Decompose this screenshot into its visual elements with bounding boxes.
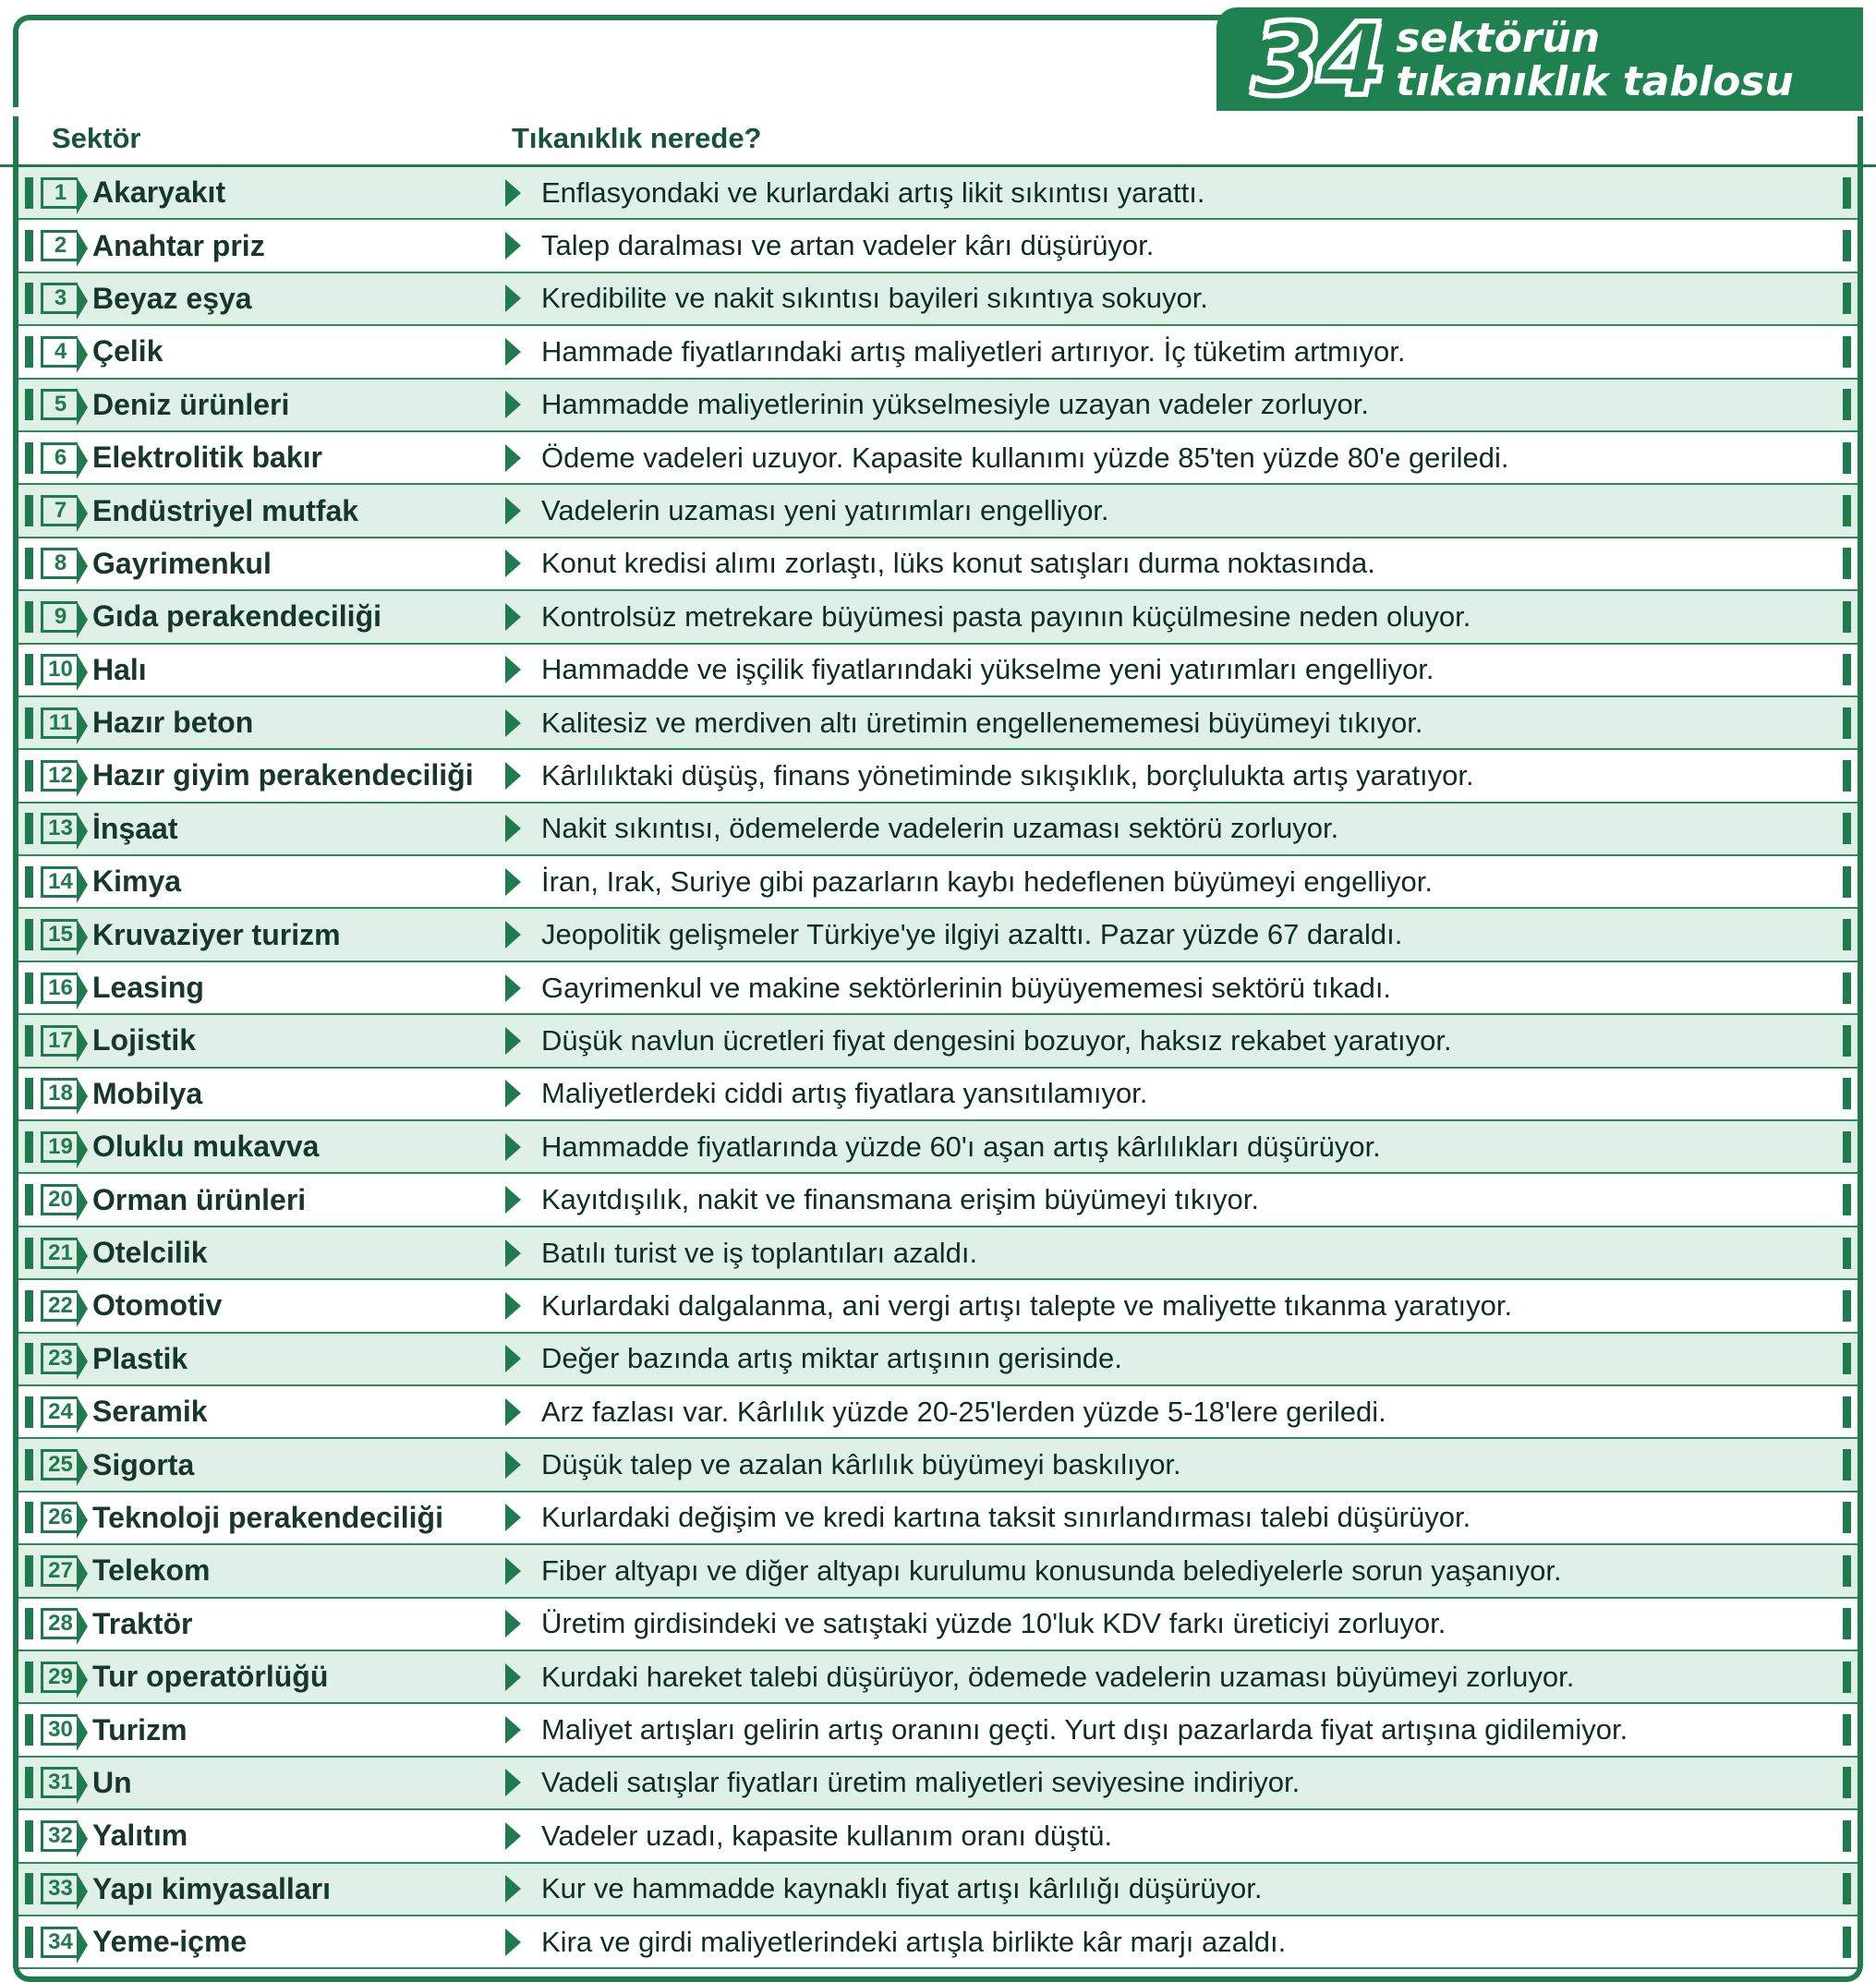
- column-header-sector: Sektör: [52, 122, 141, 154]
- table-row: [18, 1280, 1858, 1331]
- row-left-cap: [18, 856, 39, 907]
- table-row: [18, 167, 1858, 218]
- row-number: 33: [48, 1876, 73, 1902]
- row-left-cap: [18, 326, 39, 377]
- row-right-cap: [1835, 909, 1858, 960]
- row-number-badge: [39, 1439, 79, 1490]
- table-row: [18, 380, 1858, 430]
- row-right-cap: [1835, 1174, 1858, 1225]
- arrow-icon: [497, 1280, 528, 1331]
- sector-description: Hammadde maliyetlerinin yükselmesiyle uzayan vadeler zorluyor.: [541, 388, 1369, 421]
- table-row: [18, 962, 1858, 1013]
- row-left-cap: [18, 697, 39, 748]
- arrow-icon: [497, 1599, 528, 1650]
- column-header-where: Tıkanıklık nerede?: [512, 122, 762, 154]
- row-left-cap: [18, 1758, 39, 1808]
- sector-name: Endüstriyel mutfak: [92, 493, 359, 527]
- sector-name: Leasing: [92, 971, 204, 1005]
- column-headers: [13, 116, 1863, 164]
- table-row: [18, 1758, 1858, 1808]
- row-left-cap: [18, 273, 39, 324]
- row-number: 10: [48, 657, 73, 683]
- row-number-badge: [39, 750, 79, 801]
- row-left-cap: [18, 220, 39, 271]
- row-left-cap: [18, 1651, 39, 1702]
- row-number: 3: [54, 285, 67, 311]
- row-number: 31: [48, 1770, 73, 1795]
- sector-name: Kimya: [92, 864, 182, 899]
- row-number: 34: [48, 1928, 73, 1954]
- arrow-icon: [497, 1227, 528, 1278]
- row-number: 11: [48, 709, 73, 735]
- row-left-cap: [18, 167, 39, 218]
- row-left-cap: [18, 1227, 39, 1278]
- row-number-badge: [39, 220, 79, 271]
- sector-description: Kurlardaki dalgalanma, ani vergi artışı talepte ve maliyette tıkanma yaratıyor.: [541, 1288, 1513, 1322]
- row-number: 19: [48, 1133, 73, 1159]
- row-left-cap: [18, 1386, 39, 1437]
- sector-description: Değer bazında artış miktar artışının gerisinde.: [541, 1342, 1122, 1375]
- table-row: [18, 1174, 1858, 1225]
- sector-name: Otomotiv: [92, 1288, 223, 1323]
- row-number-badge: [39, 326, 79, 377]
- header-title-tab: [1216, 7, 1863, 111]
- sector-name: Çelik: [92, 334, 163, 369]
- infographic-page: [0, 7, 1876, 1959]
- row-number-badge: [39, 856, 79, 907]
- table-row: [18, 750, 1858, 801]
- arrow-icon: [497, 1069, 528, 1119]
- row-number-badge: [39, 1493, 79, 1543]
- table-row: [18, 538, 1858, 589]
- table-row: [18, 485, 1858, 536]
- arrow-icon: [497, 1864, 528, 1915]
- sector-description: Jeopolitik gelişmeler Türkiye'ye ilgiyi azalttı. Pazar yüzde 67 daraldı.: [541, 918, 1403, 951]
- header-title: [1396, 14, 1794, 105]
- row-right-cap: [1835, 962, 1858, 1013]
- arrow-icon: [497, 485, 528, 536]
- row-left-cap: [18, 1121, 39, 1172]
- row-number: 5: [54, 392, 67, 417]
- arrow-icon: [497, 856, 528, 907]
- sector-name: Kruvaziyer turizm: [92, 917, 341, 951]
- row-number-badge: [39, 1227, 79, 1278]
- row-right-cap: [1835, 1280, 1858, 1331]
- row-left-cap: [18, 645, 39, 695]
- row-right-cap: [1835, 1069, 1858, 1119]
- row-number-badge: [39, 645, 79, 695]
- sector-name: Halı: [92, 652, 147, 686]
- arrow-icon: [497, 591, 528, 642]
- row-number-badge: [39, 1121, 79, 1172]
- arrow-icon: [497, 804, 528, 854]
- row-left-cap: [18, 485, 39, 536]
- sector-name: Orman ürünleri: [92, 1182, 307, 1216]
- row-left-cap: [18, 591, 39, 642]
- arrow-icon: [497, 1334, 528, 1384]
- header: [13, 7, 1863, 116]
- arrow-icon: [497, 380, 528, 430]
- table-row: [18, 1439, 1858, 1490]
- row-right-cap: [1835, 1386, 1858, 1437]
- table-row: [18, 220, 1858, 271]
- row-number-badge: [39, 1015, 79, 1066]
- row-right-cap: [1835, 1916, 1858, 1967]
- row-right-cap: [1835, 220, 1858, 271]
- arrow-icon: [497, 167, 528, 218]
- sector-description: Kredibilite ve nakit sıkıntısı bayileri sıkıntıya sokuyor.: [541, 282, 1208, 315]
- arrow-icon: [497, 697, 528, 748]
- arrow-icon: [497, 220, 528, 271]
- row-number-badge: [39, 538, 79, 589]
- table-row: [18, 1069, 1858, 1119]
- row-left-cap: [18, 1916, 39, 1967]
- row-number-badge: [39, 804, 79, 854]
- sector-name: Hazır giyim perakendeciliği: [92, 758, 474, 792]
- row-number-badge: [39, 1334, 79, 1384]
- sector-name: Mobilya: [92, 1076, 203, 1110]
- sector-name: Sigorta: [92, 1447, 195, 1481]
- table-row: [18, 856, 1858, 907]
- row-number: 4: [54, 338, 67, 364]
- row-left-cap: [18, 1599, 39, 1650]
- sector-name: Beyaz eşya: [92, 281, 252, 315]
- sector-name: Oluklu mukavva: [92, 1130, 320, 1164]
- row-number-badge: [39, 1386, 79, 1437]
- row-left-cap: [18, 1545, 39, 1596]
- sector-description: Üretim girdisindeki ve satıştaki yüzde 10'luk KDV farkı üreticiyi zorluyor.: [541, 1607, 1446, 1640]
- table-row: [18, 591, 1858, 642]
- row-number: 22: [48, 1292, 73, 1318]
- sector-name: Yalıtım: [92, 1819, 188, 1853]
- row-number: 9: [54, 603, 67, 629]
- row-number-badge: [39, 1651, 79, 1702]
- row-divider: [18, 1967, 1858, 1969]
- table-row: [18, 326, 1858, 377]
- sector-description: Kalitesiz ve merdiven altı üretimin engellenememesi büyümeyi tıkıyor.: [541, 706, 1423, 739]
- row-left-cap: [18, 1334, 39, 1384]
- sector-description: Vadeler uzadı, kapasite kullanım oranı düştü.: [541, 1819, 1113, 1852]
- arrow-icon: [497, 1121, 528, 1172]
- table-row: [18, 1493, 1858, 1543]
- row-left-cap: [18, 1810, 39, 1861]
- sector-description: Kur ve hammadde kaynaklı fiyat artışı kârlılığı düşürüyor.: [541, 1872, 1263, 1905]
- sector-description: Nakit sıkıntısı, ödemelerde vadelerin uzaması sektörü zorluyor.: [541, 812, 1339, 845]
- arrow-icon: [497, 1015, 528, 1066]
- row-left-cap: [18, 1704, 39, 1755]
- row-number-badge: [39, 1545, 79, 1596]
- row-number-badge: [39, 1280, 79, 1331]
- row-left-cap: [18, 1864, 39, 1915]
- row-number-badge: [39, 909, 79, 960]
- row-right-cap: [1835, 1599, 1858, 1650]
- row-number: 8: [54, 550, 67, 576]
- row-number-badge: [39, 1864, 79, 1915]
- header-title-line2: tıkanıklık tablosu: [1396, 58, 1794, 105]
- row-left-cap: [18, 1493, 39, 1543]
- row-number-badge: [39, 1174, 79, 1225]
- row-right-cap: [1835, 1545, 1858, 1596]
- row-right-cap: [1835, 856, 1858, 907]
- table-row: [18, 1545, 1858, 1596]
- row-number: 24: [48, 1398, 73, 1424]
- row-left-cap: [18, 1015, 39, 1066]
- row-left-cap: [18, 804, 39, 854]
- sector-description: Düşük talep ve azalan kârlılık büyümeyi baskılıyor.: [541, 1448, 1181, 1481]
- sector-count: 34: [1252, 7, 1384, 111]
- sector-name: Traktör: [92, 1606, 193, 1640]
- arrow-icon: [497, 273, 528, 324]
- row-number: 2: [54, 233, 67, 259]
- sector-description: Hammadde fiyatlarında yüzde 60'ı aşan artış kârlılıkları düşürüyor.: [541, 1130, 1381, 1163]
- row-number: 13: [48, 816, 73, 841]
- sector-description: Gayrimenkul ve makine sektörlerinin büyüyememesi sektörü tıkadı.: [541, 971, 1392, 1004]
- row-number: 16: [48, 974, 73, 1000]
- row-number: 23: [48, 1346, 73, 1372]
- row-number: 15: [48, 922, 73, 948]
- row-number: 1: [54, 179, 67, 205]
- row-number-badge: [39, 1916, 79, 1967]
- sector-name: Gıda perakendeciliği: [92, 599, 381, 634]
- arrow-icon: [497, 1174, 528, 1225]
- sector-name: Turizm: [92, 1712, 188, 1746]
- table-row: [18, 645, 1858, 695]
- sector-name: Elektrolitik bakır: [92, 441, 322, 475]
- row-left-cap: [18, 750, 39, 801]
- sector-name: Teknoloji perakendeciliği: [92, 1500, 443, 1534]
- row-right-cap: [1835, 380, 1858, 430]
- table-row: [18, 1864, 1858, 1915]
- row-right-cap: [1835, 591, 1858, 642]
- row-number: 32: [48, 1822, 73, 1848]
- sector-description: Maliyet artışları gelirin artış oranını geçti. Yurt dışı pazarlarda fiyat artışına gidilemiyor.: [541, 1713, 1628, 1746]
- sector-name: Deniz ürünleri: [92, 387, 290, 421]
- arrow-icon: [497, 909, 528, 960]
- sector-name: Seramik: [92, 1395, 208, 1429]
- row-right-cap: [1835, 1651, 1858, 1702]
- row-right-cap: [1835, 1810, 1858, 1861]
- row-right-cap: [1835, 1015, 1858, 1066]
- row-number: 12: [48, 762, 73, 788]
- row-number: 6: [54, 444, 67, 470]
- row-left-cap: [18, 909, 39, 960]
- row-number-badge: [39, 591, 79, 642]
- row-number: 17: [48, 1027, 73, 1053]
- table-row: [18, 1015, 1858, 1066]
- arrow-icon: [497, 1916, 528, 1967]
- sector-name: Yapı kimyasalları: [92, 1871, 331, 1905]
- sector-description: Hammadde ve işçilik fiyatlarındaki yükselme yeni yatırımları engelliyor.: [541, 653, 1434, 686]
- arrow-icon: [497, 645, 528, 695]
- sector-description: Hammade fiyatlarındaki artış maliyetleri artırıyor. İç tüketim artmıyor.: [541, 334, 1406, 368]
- row-number: 26: [48, 1505, 73, 1530]
- sector-name: Hazır beton: [92, 706, 254, 740]
- sector-name: İnşaat: [92, 811, 178, 845]
- arrow-icon: [497, 1545, 528, 1596]
- sector-description: Vadeli satışlar fiyatları üretim maliyetleri seviyesine indiriyor.: [541, 1766, 1301, 1799]
- row-left-cap: [18, 1174, 39, 1225]
- row-left-cap: [18, 432, 39, 483]
- row-right-cap: [1835, 1704, 1858, 1755]
- sector-description: Kârlılıktaki düşüş, finans yönetiminde sıkışıklık, borçlulukta artış yaratıyor.: [541, 758, 1474, 792]
- sector-name: Akaryakıt: [92, 175, 226, 210]
- arrow-icon: [497, 1810, 528, 1861]
- sector-description: Enflasyondaki ve kurlardaki artış likit sıkıntısı yarattı.: [541, 175, 1205, 209]
- table-row: [18, 1599, 1858, 1650]
- table-row: [18, 1916, 1858, 1967]
- row-right-cap: [1835, 645, 1858, 695]
- row-left-cap: [18, 962, 39, 1013]
- arrow-icon: [497, 750, 528, 801]
- sector-name: Un: [92, 1765, 132, 1799]
- sector-name: Otelcilik: [92, 1236, 208, 1269]
- row-right-cap: [1835, 485, 1858, 536]
- row-left-cap: [18, 1280, 39, 1331]
- row-right-cap: [1835, 1758, 1858, 1808]
- row-right-cap: [1835, 167, 1858, 218]
- row-right-cap: [1835, 432, 1858, 483]
- sector-description: Batılı turist ve iş toplantıları azaldı.: [541, 1236, 978, 1269]
- table-row: [18, 1651, 1858, 1702]
- table-row: [18, 1227, 1858, 1278]
- row-number-badge: [39, 1758, 79, 1808]
- row-number: 14: [48, 868, 73, 894]
- arrow-icon: [497, 538, 528, 589]
- row-number: 25: [48, 1452, 73, 1478]
- sector-description: İran, Irak, Suriye gibi pazarların kaybı hedeflenen büyümeyi engelliyor.: [541, 864, 1433, 898]
- sector-name: Telekom: [92, 1553, 211, 1588]
- row-number-badge: [39, 485, 79, 536]
- sector-name: Tur operatörlüğü: [92, 1660, 329, 1694]
- arrow-icon: [497, 1439, 528, 1490]
- sector-name: Yeme-içme: [92, 1925, 248, 1959]
- table-row: [18, 1334, 1858, 1384]
- row-right-cap: [1835, 1121, 1858, 1172]
- sector-description: Ödeme vadeleri uzuyor. Kapasite kullanımı yüzde 85'ten yüzde 80'e geriledi.: [541, 441, 1509, 474]
- arrow-icon: [497, 1651, 528, 1702]
- row-number: 29: [48, 1663, 73, 1689]
- row-right-cap: [1835, 1493, 1858, 1543]
- row-right-cap: [1835, 1227, 1858, 1278]
- sector-name: Anahtar priz: [92, 228, 265, 262]
- row-number-badge: [39, 1599, 79, 1650]
- arrow-icon: [497, 962, 528, 1013]
- table-row: [18, 432, 1858, 483]
- sector-description: Maliyetlerdeki ciddi artış fiyatlara yansıtılamıyor.: [541, 1077, 1148, 1110]
- row-number: 18: [48, 1081, 73, 1106]
- sector-description: Kayıtdışılık, nakit ve finansmana erişim büyümeyi tıkıyor.: [541, 1183, 1260, 1216]
- arrow-icon: [497, 1704, 528, 1755]
- row-right-cap: [1835, 804, 1858, 854]
- sector-description: Kurdaki hareket talebi düşürüyor, ödemede vadelerin uzaması büyümeyi zorluyor.: [541, 1660, 1575, 1693]
- sector-description: Vadelerin uzaması yeni yatırımları engelliyor.: [541, 494, 1109, 527]
- row-number-badge: [39, 273, 79, 324]
- sector-description: Fiber altyapı ve diğer altyapı kurulumu konusunda belediyelerle sorun yaşanıyor.: [541, 1553, 1562, 1587]
- table-row: [18, 273, 1858, 324]
- sector-description: Düşük navlun ücretleri fiyat dengesini bozuyor, haksız rekabet yaratıyor.: [541, 1023, 1452, 1057]
- sector-description: Arz fazlası var. Kârlılık yüzde 20-25'lerden yüzde 5-18'lere geriledi.: [541, 1395, 1386, 1428]
- row-right-cap: [1835, 326, 1858, 377]
- row-number-badge: [39, 380, 79, 430]
- sector-name: Gayrimenkul: [92, 546, 272, 580]
- row-number-badge: [39, 1704, 79, 1755]
- sector-description: Kurlardaki değişim ve kredi kartına taksit sınırlandırması talebi düşürüyor.: [541, 1501, 1471, 1534]
- table-row: [18, 909, 1858, 960]
- row-left-cap: [18, 538, 39, 589]
- row-left-cap: [18, 1439, 39, 1490]
- sector-description: Konut kredisi alımı zorlaştı, lüks konut satışları durma noktasında.: [541, 547, 1375, 580]
- sector-name: Lojistik: [92, 1023, 197, 1057]
- sector-name: Plastik: [92, 1341, 188, 1375]
- table-row: [18, 1386, 1858, 1437]
- table-row: [18, 1810, 1858, 1861]
- row-number: 20: [48, 1187, 73, 1213]
- table-row: [18, 804, 1858, 854]
- row-number: 30: [48, 1717, 73, 1743]
- arrow-icon: [497, 1493, 528, 1543]
- row-left-cap: [18, 1069, 39, 1119]
- arrow-icon: [497, 1386, 528, 1437]
- row-number: 21: [48, 1239, 73, 1265]
- row-number-badge: [39, 1810, 79, 1861]
- table-row: [18, 1121, 1858, 1172]
- row-right-cap: [1835, 750, 1858, 801]
- arrow-icon: [497, 1758, 528, 1808]
- table-row: [18, 1704, 1858, 1755]
- sector-description: Talep daralması ve artan vadeler kârı düşürüyor.: [541, 229, 1155, 262]
- header-title-line1: sektörün: [1396, 14, 1601, 62]
- row-right-cap: [1835, 1334, 1858, 1384]
- row-right-cap: [1835, 273, 1858, 324]
- sector-description: Kira ve girdi maliyetlerindeki artışla birlikte kâr marjı azaldı.: [541, 1925, 1287, 1958]
- arrow-icon: [497, 432, 528, 483]
- row-number-badge: [39, 1069, 79, 1119]
- arrow-icon: [497, 326, 528, 377]
- row-right-cap: [1835, 1864, 1858, 1915]
- row-number-badge: [39, 167, 79, 218]
- row-right-cap: [1835, 1439, 1858, 1490]
- row-right-cap: [1835, 697, 1858, 748]
- row-number: 28: [48, 1611, 73, 1637]
- row-number-badge: [39, 432, 79, 483]
- row-number-badge: [39, 962, 79, 1013]
- sector-description: Kontrolsüz metrekare büyümesi pasta payının küçülmesine neden oluyor.: [541, 599, 1471, 633]
- row-left-cap: [18, 380, 39, 430]
- sector-table: [13, 167, 1863, 1982]
- row-number-badge: [39, 697, 79, 748]
- row-number: 27: [48, 1557, 73, 1583]
- table-row: [18, 697, 1858, 748]
- row-right-cap: [1835, 538, 1858, 589]
- row-number: 7: [54, 498, 67, 524]
